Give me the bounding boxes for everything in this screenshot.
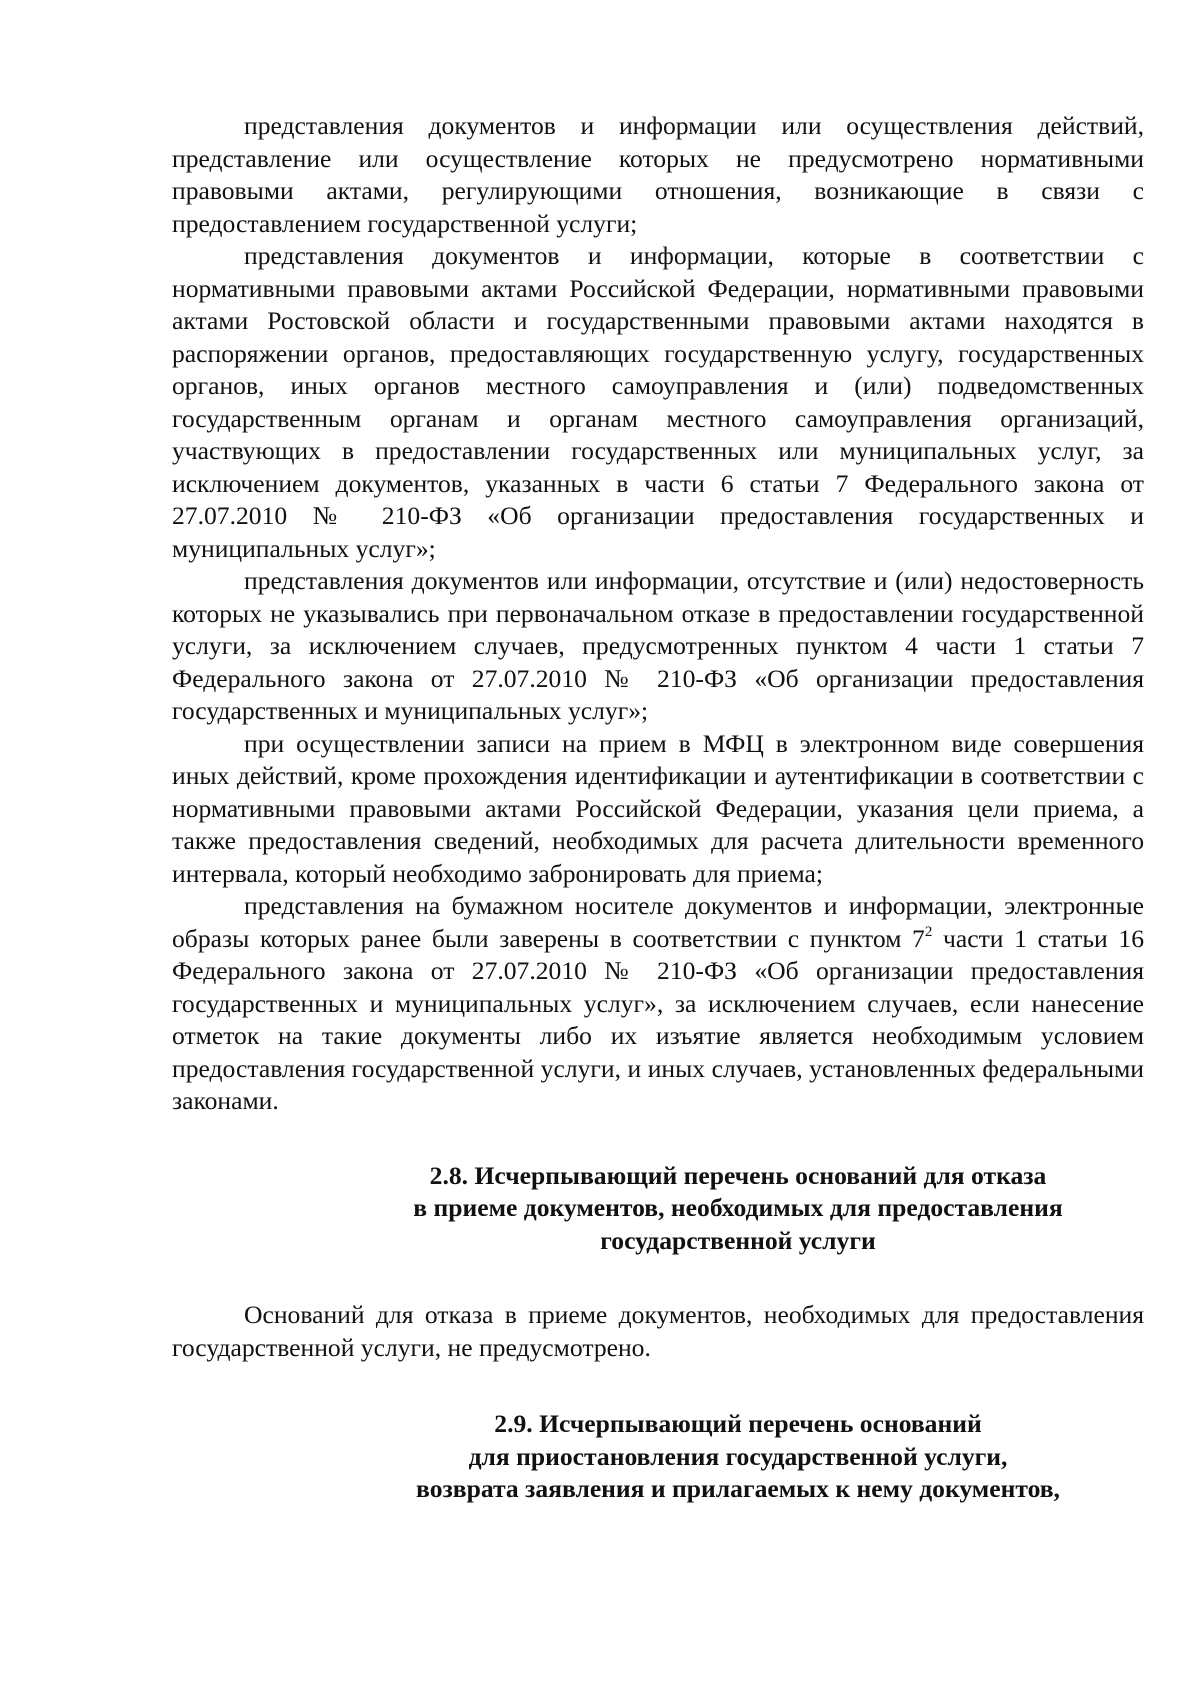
section-2-8-heading — [172, 1160, 1144, 1258]
section-2-9-heading-line-1: 2.9. Исчерпывающий перечень оснований — [494, 1409, 982, 1438]
paragraph-paper-documents — [172, 890, 1144, 1118]
superscript-marker: 2 — [924, 923, 933, 940]
paragraph-documents-info-actions: представления документов и информации или осуществления действий, представление или осуществление которых не предусмотрено нормативными правовыми актами, регулирующими отношения, возникающие в связи с предоставлением государственной услуги; — [172, 111, 1144, 238]
section-2-8-heading-line-2: в приеме документов, необходимых для предоставления — [413, 1193, 1063, 1222]
section-2-9-heading-line-2: для приостановления государственной услуги, — [468, 1441, 1008, 1471]
paragraph-mfc-appointment: при осуществлении записи на прием в МФЦ в электронном виде совершения иных действий, кроме прохождения идентификации и аутентификации в соответствии с нормативными правовыми актами Российской Федерации, указания цели приема, а также предоставления сведений, необходимых для расчета длительности временного интервала, который необходимо забронировать для приема; — [172, 728, 1144, 888]
paragraph-documents-in-possession: представления документов и информации, которые в соответствии с нормативными правовыми актами Российской Федерации, нормативными правовыми актами Ростовской области и государственными правовыми актами находятся в распоряжении органов, предоставляющих государственную услугу, государственных органов, иных органов местного самоуправления и (или) подведомственных государственным органам и органам местного самоуправления организаций, участвующих в предоставлении государственных или муниципальных услуг, за исключением документов, указанных в части 6 статьи 7 Федерального закона от 27.07.2010 № 210-ФЗ «Об организации предоставления государственных и муниципальных услуг»; — [172, 241, 1144, 563]
paragraph-documents-not-indicated: представления документов или информации, отсутствие и (или) недостоверность которых не указывались при первоначальном отказе в предоставлении государственной услуги, за исключением случаев, предусмотренных пунктом 4 части 1 статьи 7 Федерального закона от 27.07.2010 № 210-ФЗ «Об организации предоставления государственных и муниципальных услуг»; — [172, 566, 1144, 725]
section-2-8-body: Оснований для отказа в приеме документов, необходимых для предоставления государственной услуги, не предусмотрено. — [172, 1300, 1144, 1362]
section-2-9-heading-line-3: возврата заявления и прилагаемых к нему документов, — [416, 1474, 1060, 1503]
section-2-9-heading — [172, 1408, 1144, 1506]
section-2-8-heading-line-3: государственной услуги — [600, 1225, 876, 1255]
paragraph-paper-documents-end: части 1 статьи 16 Федерального закона от 27.07.2010 № 210-ФЗ «Об организации предоставления государственных и муниципальных услуг», за исключением случаев, если нанесение отметок на такие документы либо их изъятие является необходимым условием предоставления государственной услуги, и иных случаев, установленных федеральными законами. — [172, 923, 1144, 1115]
paragraph-paper-documents-start: представления на бумажном носителе документов и информации, электронные образы которых ранее были заверены в соответствии с пунктом 7 — [172, 891, 1144, 953]
section-2-8-heading-line-1: 2.8. Исчерпывающий перечень оснований для отказа — [429, 1160, 1047, 1190]
